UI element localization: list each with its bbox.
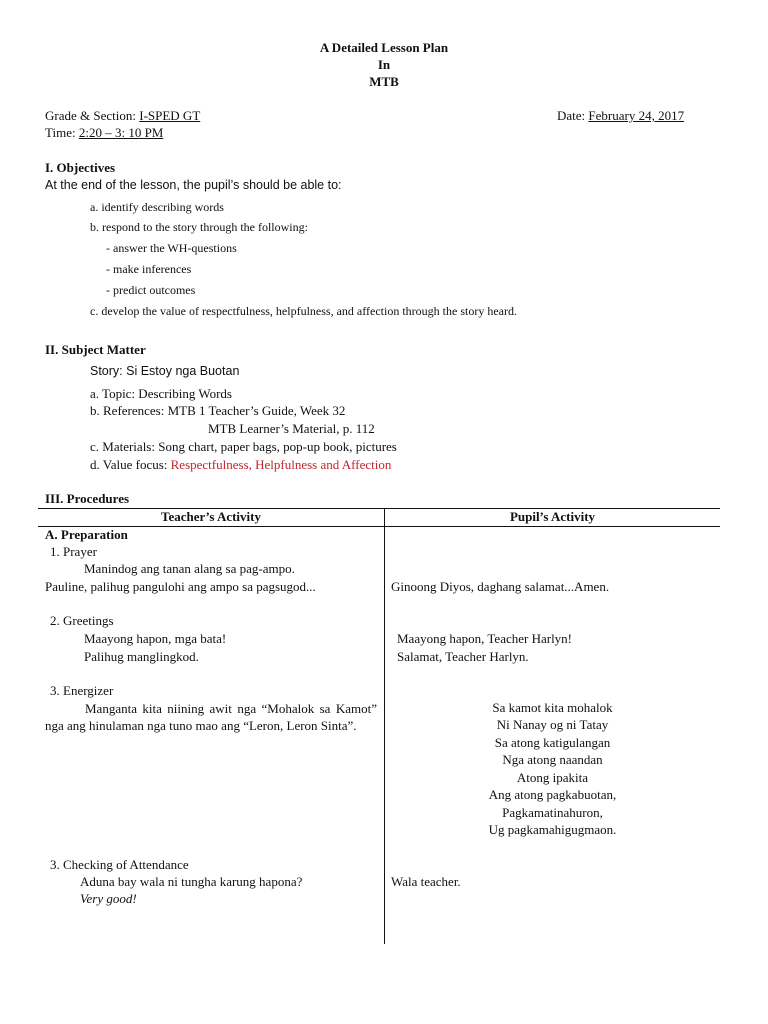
grade-value: I-SPED GT xyxy=(139,108,201,123)
objective-c: c. develop the value of respectfulness, helpfulness, and affection through the story heard. xyxy=(90,304,517,318)
grade-section xyxy=(45,108,200,124)
greetings-pupil-line2: Salamat, Teacher Harlyn. xyxy=(397,649,529,664)
attendance-teacher-line: Aduna bay wala ni tungha karung hapona? xyxy=(80,874,303,889)
attendance-heading: 3. Checking of Attendance xyxy=(50,857,189,872)
doc-title-line3: MTB xyxy=(369,74,399,89)
col-header-teacher: Teacher’s Activity xyxy=(160,509,261,524)
subject-materials: c. Materials: Song chart, paper bags, pop-up book, pictures xyxy=(90,439,397,454)
song-line-1: Sa kamot kita mohalok xyxy=(492,700,613,715)
subject-topic: a. Topic: Describing Words xyxy=(90,386,232,401)
greetings-heading: 2. Greetings xyxy=(50,613,114,628)
song-line-8: Ug pagkamahigugmaon. xyxy=(488,822,617,837)
date-value: February 24, 2017 xyxy=(588,108,685,123)
objective-b1: - answer the WH-questions xyxy=(106,241,237,255)
song-line-2: Ni Nanay og ni Tatay xyxy=(496,717,609,732)
date xyxy=(557,108,684,124)
time-value: 2:20 – 3: 10 PM xyxy=(78,125,164,140)
attendance-pupil-response: Wala teacher. xyxy=(391,874,461,889)
prayer-teacher-line2: Pauline, palihug pangulohi ang ampo sa pagsugod... xyxy=(45,579,316,594)
doc-title: A Detailed Lesson Plan xyxy=(319,40,449,55)
objective-b3: - predict outcomes xyxy=(106,283,196,297)
greetings-teacher-line2: Palihug manglingkod. xyxy=(84,649,199,664)
subject-ref1: b. References: MTB 1 Teacher’s Guide, Week 32 xyxy=(90,403,346,418)
table-header-border xyxy=(38,526,720,527)
procedures-heading: III. Procedures xyxy=(45,491,130,506)
subject-story: Story: Si Estoy nga Buotan xyxy=(90,364,240,378)
time xyxy=(45,125,163,141)
attendance-very-good: Very good! xyxy=(80,891,137,906)
song-line-5: Atong ipakita xyxy=(516,770,589,785)
objective-b: b. respond to the story through the following: xyxy=(90,220,308,234)
objectives-heading: I. Objectives xyxy=(45,160,116,175)
subject-heading: II. Subject Matter xyxy=(45,342,146,357)
date-label: Date: xyxy=(557,108,589,123)
prayer-heading: 1. Prayer xyxy=(50,544,97,559)
objective-b2: - make inferences xyxy=(106,262,192,276)
song-line-4: Nga atong naandan xyxy=(502,752,603,767)
objective-a: a. identify describing words xyxy=(90,200,224,214)
value-focus-label: d. Value focus: xyxy=(90,457,171,472)
subject-ref2: MTB Learner’s Material, p. 112 xyxy=(208,421,375,436)
greetings-teacher-line1: Maayong hapon, mga bata! xyxy=(84,631,227,646)
col-header-pupil: Pupil’s Activity xyxy=(509,509,596,524)
value-focus-text: Respectfulness, Helpfulness and Affection xyxy=(170,457,392,472)
time-label: Time: xyxy=(45,125,79,140)
greetings-pupil-line1: Maayong hapon, Teacher Harlyn! xyxy=(397,631,573,646)
prayer-teacher-line1: Manindog ang tanan alang sa pag-ampo. xyxy=(84,561,295,576)
doc-title-line2: In xyxy=(377,57,391,72)
grade-label: Grade & Section: xyxy=(45,108,140,123)
prayer-pupil-response: Ginoong Diyos, daghang salamat...Amen. xyxy=(391,579,610,594)
song-line-6: Ang atong pagkabuotan, xyxy=(488,787,617,802)
objectives-intro: At the end of the lesson, the pupil’s should be able to: xyxy=(45,178,342,192)
subject-value-focus xyxy=(90,457,391,473)
song-line-3: Sa atong katigulangan xyxy=(494,735,611,750)
preparation-heading: A. Preparation xyxy=(45,527,128,542)
energizer-teacher-text: Manganta kita niining awit nga “Mohalok sa Kamot” nga ang hinulaman nga tuno mao ang “Leron, Leron Sinta”. xyxy=(45,701,377,733)
energizer-heading: 3. Energizer xyxy=(50,683,114,698)
song-line-7: Pagkamatinahuron, xyxy=(502,805,603,820)
